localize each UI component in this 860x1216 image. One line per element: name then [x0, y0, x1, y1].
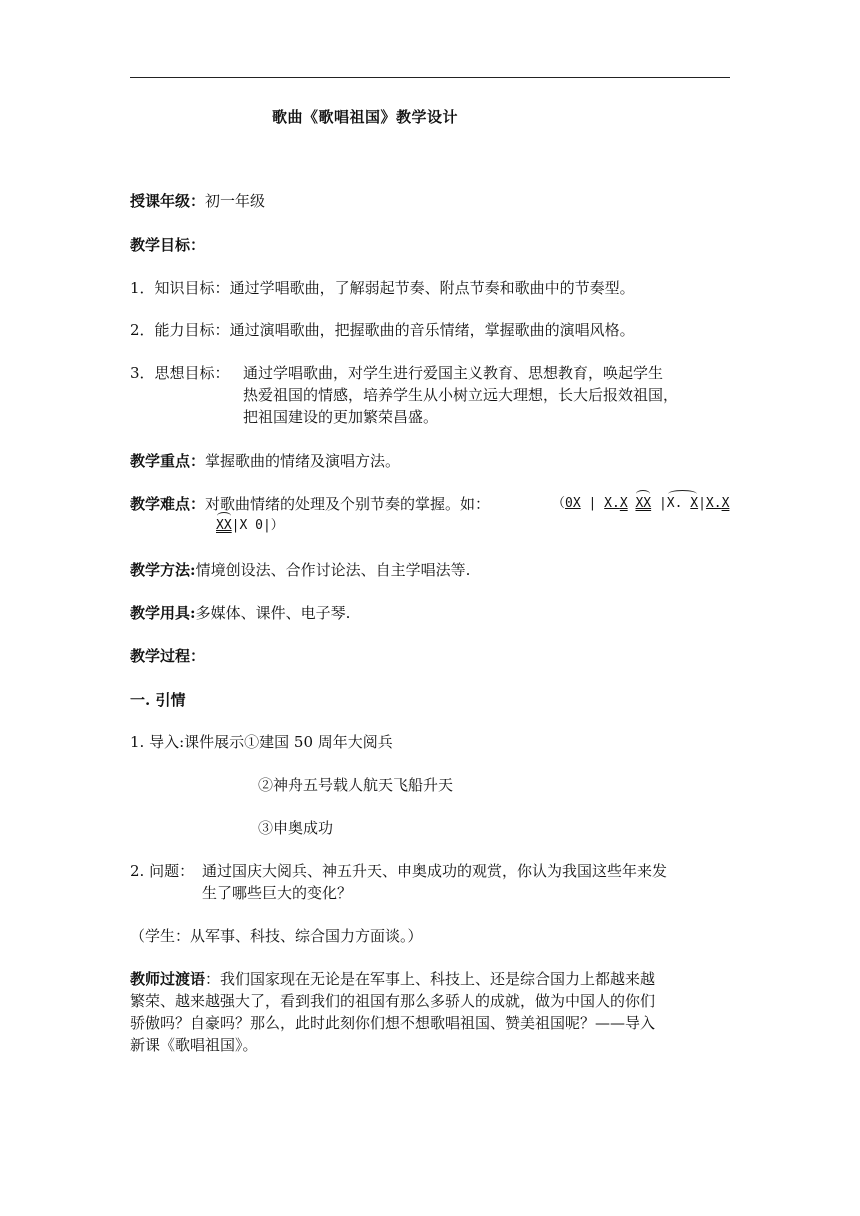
difficulty-label: 教学难点 — [130, 495, 191, 513]
colon: ： — [190, 452, 206, 470]
transition-line: 新课《歌唱祖国》。 — [130, 1036, 258, 1054]
goal-label: 能力目标： — [154, 321, 230, 339]
rhythm-notation — [552, 493, 729, 515]
grade-row — [130, 190, 735, 212]
tools-value: 多媒体、课件、电子琴. — [195, 604, 351, 622]
header-rule — [130, 77, 730, 78]
goal-item-1 — [130, 277, 735, 299]
intro-item-1: ①建国 50 周年大阅兵 — [244, 733, 393, 751]
note-x-dot-tied: X. — [666, 496, 683, 511]
colon: : — [190, 561, 196, 579]
paren-close: ） — [270, 518, 284, 533]
goal-item-2 — [130, 319, 735, 341]
key-point-label: 教学重点 — [130, 452, 191, 470]
teacher-transition — [130, 968, 732, 1056]
intro-label: 1. 导入: — [130, 733, 185, 751]
goal-number: 3． — [130, 364, 155, 382]
goal-text: 通过学唱歌曲，了解弱起节奏、附点节奏和歌曲中的节奏型。 — [229, 279, 635, 297]
tools-row — [130, 602, 735, 624]
goals-heading: 教学目标： — [130, 236, 206, 254]
note-x-sixteenth-2: X — [721, 496, 730, 511]
colon: ： — [190, 192, 206, 210]
bar-line: | — [231, 518, 240, 533]
section-1-title: 一. 引情 — [130, 691, 186, 709]
goal-label: 知识目标： — [154, 279, 230, 297]
goal-number: 1． — [130, 279, 155, 297]
goal-3-line: 热爱祖国的情感，培养学生从小树立远大理想，长大后报效祖国， — [243, 386, 679, 404]
note-x-dot-2: X. — [705, 496, 722, 511]
transition-line: 繁荣、越来越强大了，看到我们的祖国有那么多骄人的成就，做为中国人的你们 — [130, 992, 656, 1010]
intro-item-3: ③申奥成功 — [258, 819, 334, 837]
note-x-tied: X — [690, 496, 699, 511]
goal-text: 通过演唱歌曲，把握歌曲的音乐情绪，掌握歌曲的演唱风格。 — [229, 321, 635, 339]
question-label: 2. 问题： — [130, 862, 195, 880]
rhythm-notation-cont — [216, 515, 284, 537]
document-title: 歌曲《歌唱祖国》教学设计 — [272, 108, 459, 126]
question-line: 生了哪些巨大的变化？ — [202, 884, 353, 902]
key-point-value: 掌握歌曲的情绪及演唱方法。 — [205, 452, 401, 470]
intro-item-2: ②神舟五号载人航天飞船升天 — [258, 776, 454, 794]
difficulty-value: 对歌曲情绪的处理及个别节奏的掌握。如： — [205, 495, 491, 513]
grade-label: 授课年级 — [130, 192, 191, 210]
grade-value: 初一年级 — [205, 192, 266, 210]
goal-number: 2． — [130, 321, 155, 339]
transition-line: 骄傲吗？自豪吗？那么，此时此刻你们想不想歌唱祖国、赞美祖国呢？——导入 — [130, 1014, 656, 1032]
colon: ： — [190, 495, 206, 513]
process-heading: 教学过程： — [130, 647, 206, 665]
goal-3-text — [243, 362, 735, 428]
tools-label: 教学用具 — [130, 604, 191, 622]
key-point-row — [130, 450, 735, 472]
bar-line: | — [588, 496, 597, 511]
question-text — [202, 860, 735, 904]
goal-3-line: 把祖国建设的更加繁荣昌盛。 — [243, 408, 439, 426]
question-line: 通过国庆大阅兵、神五升天、申奥成功的观赏，你认为我国这些年来发 — [202, 862, 668, 880]
note-xx-tied: XX — [635, 493, 651, 515]
note-x-dot: X. — [604, 496, 620, 511]
note-x-rest: X 0 — [239, 518, 263, 533]
note-x-sixteenth: X — [619, 496, 628, 511]
goal-label: 思想目标： — [154, 364, 230, 382]
transition-line: ：我们国家现在无论是在军事上、科技上、还是综合国力上都越来越 — [205, 970, 656, 988]
transition-label: 教师过渡语 — [130, 970, 206, 988]
bar-line: | — [262, 518, 271, 533]
paren-open: （ — [552, 496, 566, 511]
note-0x: 0X — [565, 496, 581, 511]
method-label: 教学方法 — [130, 561, 191, 579]
method-row — [130, 559, 735, 581]
bar-line: | — [698, 496, 706, 511]
goal-3-line: 通过学唱歌曲，对学生进行爱国主义教育、思想教育，唤起学生 — [243, 364, 664, 382]
note-xx-tied-2: XX — [216, 515, 232, 537]
colon: : — [190, 604, 196, 622]
bar-line: | — [658, 496, 667, 511]
intro-row — [130, 731, 735, 753]
student-note: （学生：从军事、科技、综合国力方面谈。） — [130, 927, 423, 945]
method-value: 情境创设法、合作讨论法、自主学唱法等. — [195, 561, 471, 579]
note-tie-group — [667, 493, 698, 515]
intro-lead: 课件展示 — [184, 733, 245, 751]
